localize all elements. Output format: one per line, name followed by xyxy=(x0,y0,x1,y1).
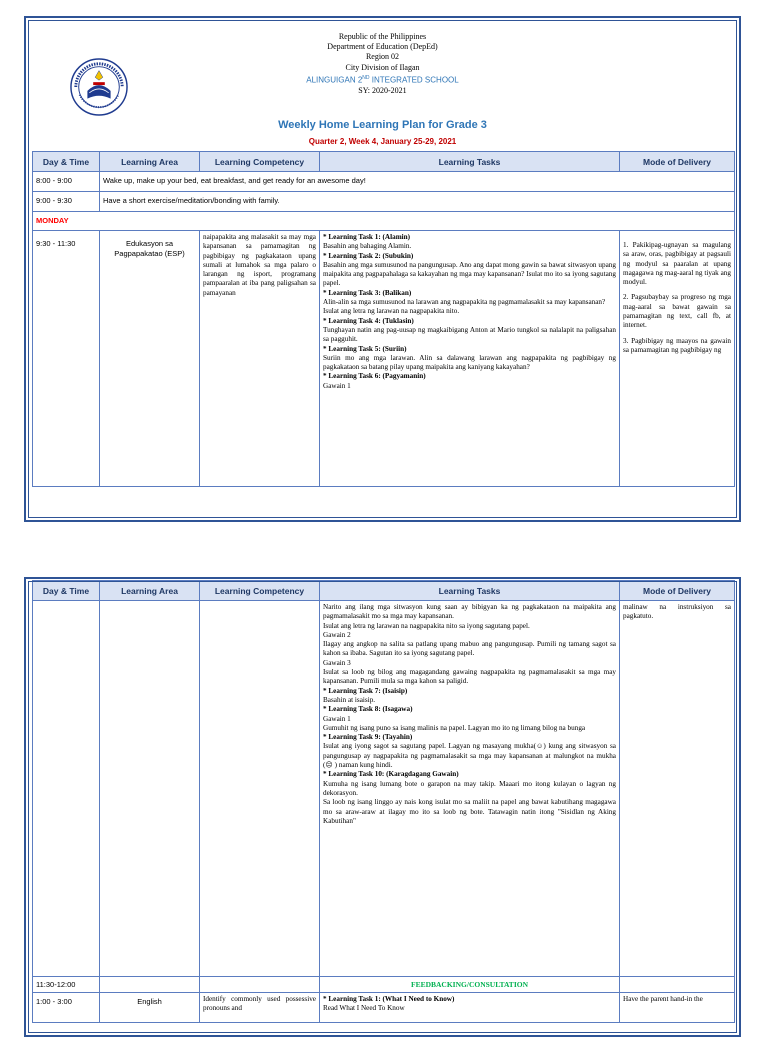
task-text: Basahin at isaisip. xyxy=(323,695,376,704)
task-text: Gawain 1 xyxy=(323,714,351,723)
table-row-esp xyxy=(33,231,735,487)
empty-cell xyxy=(620,977,735,993)
task-text: Isulat sa loob ng bilog ang magagandang gawaing nagpapakita ng pagmamalasakit sa mga may kapansanan. Pumili mula sa mga kahon sa paligid. xyxy=(323,668,616,686)
time-cell: 1:00 - 3:00 xyxy=(33,993,100,1023)
table-header-row xyxy=(33,152,735,172)
task-text: Tunghayan natin ang pag-uusap ng magkaibigang Anton at Mario tungkol sa nalalapit na paligsahan sa pagguhit. xyxy=(323,325,616,344)
table-header-row xyxy=(33,581,735,601)
col-learning-competency: Learning Competency xyxy=(200,152,320,172)
document-page-1 xyxy=(24,16,741,522)
competency-cell: Identify commonly used possessive pronouns and xyxy=(200,993,320,1023)
task-text: Read What I Need To Know xyxy=(323,1004,405,1013)
learning-area-cell: Edukasyon sa Pagpapakatao (ESP) xyxy=(100,231,200,487)
task-text: Basahin ang mga sumusunod na pangungusap. Ano ang dapat mong gawin sa bawat sitwasyon upang maipakita ang pagpapahalaga sa kakayahan ng mga may kapansanan? Isulat mo ito sa iyong sagutang papel. xyxy=(323,260,616,288)
learning-plan-table xyxy=(32,151,735,487)
feedback-label: FEEDBACKING/CONSULTATION xyxy=(320,977,620,993)
mode-of-delivery-cell xyxy=(620,231,735,487)
task-text: Alin-alin sa mga sumusunod na larawan ang nagpapakita ng pagmamalasakit sa may kapansanan? xyxy=(323,298,606,307)
task-label: * Learning Task 1: (Alamin) xyxy=(323,233,411,241)
table-row-esp-continued xyxy=(33,601,735,977)
task-text: Gawain 2 xyxy=(323,630,351,639)
task-text: Sa loob ng isang linggo ay nais kong isulat mo sa maliit na papel ang bawat kabutihang magagawa mo sa araw-araw at ilagay mo ito sa loob ng bote. Tatawagin natin itong "Sisidlan ng Aking Kabutihan" xyxy=(323,798,616,825)
delivery-step: 1. Pakikipag-ugnayan sa magulang sa araw, oras, pagbibigay at pagsauli ng modyul sa paaralan at upang magagawa ng mag-aaral ng tiyak ang modyul. xyxy=(623,241,731,287)
competency-cell: naipapakita ang malasakit sa may mga kapansanan sa pamamagitan ng pagbibigay ng pagkakataon upang sumali at lumahok sa mga palaro o larangan ng isport, programang pampaaralan at iba pang paligsahan sa pamayanan xyxy=(200,231,320,487)
task-label: * Learning Task 6: (Pagyamanin) xyxy=(323,372,426,381)
day-label: MONDAY xyxy=(33,212,735,231)
task-text: Isulat ang letra ng larawan na nagpapakita nito sa iyong sagutang papel. xyxy=(323,621,530,630)
quarter-week: Quarter 2, Week 4, January 25-29, 2021 xyxy=(308,137,457,146)
delivery-step: 3. Pagbibigay ng maayos na gawain sa pamamagitan ng pagbibigay ng xyxy=(623,336,731,354)
mode-of-delivery-cell: malinaw na instruksiyon sa pagkatuto. xyxy=(620,601,735,977)
time-cell: 11:30-12:00 xyxy=(33,977,100,993)
activity-cell: Wake up, make up your bed, eat breakfast, and get ready for an awesome day! xyxy=(100,172,735,192)
time-cell xyxy=(33,601,100,977)
time-cell: 8:00 - 9:00 xyxy=(33,172,100,192)
mode-of-delivery-cell: Have the parent hand-in the xyxy=(620,993,735,1023)
school-name: ALINGUIGAN 2ND INTEGRATED SCHOOL xyxy=(306,74,459,85)
document-page-2 xyxy=(24,577,741,1037)
day-row-monday xyxy=(33,212,735,231)
col-learning-tasks: Learning Tasks xyxy=(320,581,620,601)
col-mode-of-delivery: Mode of Delivery xyxy=(620,152,735,172)
delivery-step: 2. Pagsubaybay sa progreso ng mga mag-aaral sa bawat gawain sa pamamagitan ng text, call fb, at internet. xyxy=(623,293,731,330)
task-text: Gawain 3 xyxy=(323,658,351,667)
task-text: Suriin mo ang mga larawan. Alin sa dalawang larawan ang nagpapakita ng pagbibigay ng pagkakataon sa batang pilay upang maipakita ang kaniyang kakayahan? xyxy=(323,353,616,372)
letterhead xyxy=(26,32,739,96)
department-line: Department of Education (DepEd) xyxy=(327,42,438,52)
task-label: * Learning Task 1: (What I Need to Know) xyxy=(323,995,455,1003)
task-text: Gawain 1 xyxy=(323,381,351,390)
task-label: * Learning Task 3: (Balikan) xyxy=(323,288,412,297)
time-cell: 9:30 - 11:30 xyxy=(33,231,100,487)
task-text: Gumuhit ng isang puno sa isang malinis na papel. Lagyan mo ito ng limang bilog na bunga xyxy=(323,723,586,732)
task-label: * Learning Task 10: (Karagdagang Gawain) xyxy=(323,770,459,779)
task-text: Kumuha ng isang lumang bote o garapon na may takip. Maaari mo itong kulayan o lagyan ng dekorasyon. xyxy=(323,779,616,797)
learning-area-cell: English xyxy=(100,993,200,1023)
col-learning-area: Learning Area xyxy=(100,581,200,601)
competency-cell xyxy=(200,601,320,977)
learning-area-cell xyxy=(100,601,200,977)
task-text: Ilagay ang angkop na salita sa patlang upang mabuo ang pangungusap. Pumili ng tamang sagot sa kahon sa ibaba. Sagutan ito sa iyong sagutang papel. xyxy=(323,640,616,658)
task-label: * Learning Task 7: (Isaisip) xyxy=(323,686,408,695)
table-row xyxy=(33,192,735,212)
table-row-english xyxy=(33,993,735,1023)
col-day-time: Day & Time xyxy=(33,581,100,601)
col-day-time: Day & Time xyxy=(33,152,100,172)
task-text: Isulat ang iyong sagot sa sagutang papel. Lagyan ng masayang mukha(☺) kung ang sitwasyon sa pangungusap ay nagpapakita ng pagmamalasakit sa mga may kapansanan at malungkot na mukha (☹ ) naman kung hindi. xyxy=(323,742,616,770)
task-label: * Learning Task 5: (Suriin) xyxy=(323,344,407,353)
feedback-row xyxy=(33,977,735,993)
col-learning-area: Learning Area xyxy=(100,152,200,172)
school-year: SY: 2020-2021 xyxy=(358,85,407,95)
time-cell: 9:00 - 9:30 xyxy=(33,192,100,212)
republic-line: Republic of the Philippines xyxy=(338,32,427,41)
learning-plan-table-continued xyxy=(32,580,735,1023)
plan-title: Weekly Home Learning Plan for Grade 3 xyxy=(278,119,487,131)
col-mode-of-delivery: Mode of Delivery xyxy=(620,581,735,601)
activity-cell: Have a short exercise/meditation/bonding with family. xyxy=(100,192,735,212)
division-line: City Division of Ilagan xyxy=(345,62,420,72)
region-line: Region 02 xyxy=(365,52,400,62)
task-label: * Learning Task 9: (Tayahin) xyxy=(323,733,413,742)
task-label: * Learning Task 8: (Isagawa) xyxy=(323,705,413,714)
col-learning-tasks: Learning Tasks xyxy=(320,152,620,172)
empty-cell xyxy=(100,977,200,993)
task-text: Isulat ang letra ng larawan na nagpapakita nito. xyxy=(323,307,460,316)
col-learning-competency: Learning Competency xyxy=(200,581,320,601)
task-text: Narito ang ilang mga sitwasyon kung saan ay bibigyan ka ng pagkakataon na maipakita ang pagmamalasakit mo sa mga may kapansanan. xyxy=(323,603,616,621)
table-row xyxy=(33,172,735,192)
learning-tasks-cell xyxy=(320,601,620,977)
task-text: Basahin ang bahaging Alamin. xyxy=(323,242,412,251)
empty-cell xyxy=(200,977,320,993)
learning-tasks-cell xyxy=(320,231,620,487)
learning-tasks-cell xyxy=(320,993,620,1023)
task-label: * Learning Task 4: (Tuklasin) xyxy=(323,316,414,325)
task-label: * Learning Task 2: (Subukin) xyxy=(323,251,414,260)
